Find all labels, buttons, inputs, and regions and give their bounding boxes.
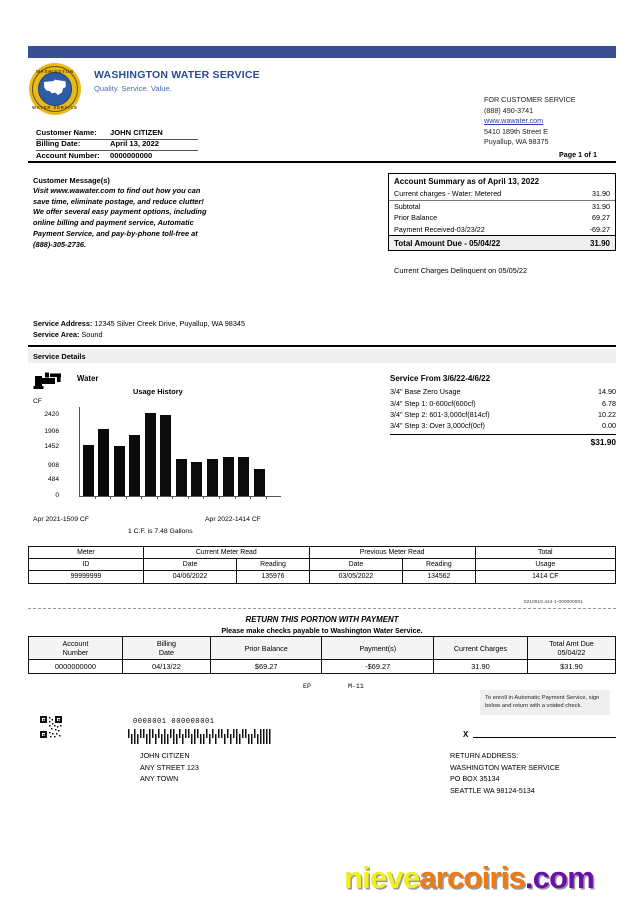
signature-x-mark: X: [463, 730, 469, 739]
chart-x-tick: [266, 497, 267, 500]
chart-y-tick-label: 908: [47, 461, 59, 469]
charge-line: [390, 397, 616, 408]
chart-y-tick-label: 1452: [44, 443, 59, 451]
account-summary-row: [389, 200, 615, 213]
chart-y-axis-label: CF: [33, 398, 42, 405]
service-period-title: Service From 3/6/22-4/6/22: [390, 374, 491, 383]
charges-total: $31.90: [390, 434, 616, 448]
return-address-city: SEATTLE WA 98124-5134: [450, 785, 535, 795]
row-amount: 31.90: [592, 189, 610, 199]
service-address-block: [33, 319, 245, 340]
sub-header-current-date: Date: [143, 559, 236, 571]
chart-bar: [207, 459, 218, 496]
total-label: Total Amount Due - 05/04/22: [394, 238, 501, 248]
group-header-meter: Meter: [29, 547, 144, 559]
account-number-value: 0000000000: [110, 150, 153, 160]
stub-header-row: [29, 637, 616, 660]
row-label: Current charges - Water: Metered: [394, 189, 502, 199]
auto-pay-enroll-note: To enroll in Automatic Payment Service, sign below and return with a voided check.: [480, 690, 610, 715]
return-address-block: [450, 750, 560, 796]
chart-x-tick: [219, 497, 220, 500]
table-group-header-row: [29, 547, 616, 559]
sub-header-id: ID: [29, 559, 144, 571]
chart-bar: [160, 415, 171, 496]
account-number-label: Account Number:: [36, 150, 100, 160]
stub-cell-prior-balance: $69.27: [210, 660, 322, 674]
chart-annotation-left: Apr 2021-1509 CF: [33, 516, 89, 523]
usage-history-chart: [33, 398, 283, 503]
charge-label: 3/4" Step 1: 0-600cf(600cf): [390, 398, 476, 408]
water-service-label: Water: [77, 374, 99, 383]
watermark-part-1: nieve: [344, 860, 420, 895]
service-area-row: [33, 330, 245, 341]
chart-x-tick: [188, 497, 189, 500]
group-header-current: Current Meter Read: [143, 547, 309, 559]
stub-header-billing-line2: Date: [158, 648, 175, 658]
chart-x-tick: [235, 497, 236, 500]
mail-name: JOHN CITIZEN: [140, 751, 190, 760]
brand-name: WASHINGTON WATER SERVICE: [94, 69, 260, 81]
stub-header-billing-line1: Billing: [156, 639, 177, 649]
customer-row-divider-1: [36, 139, 198, 140]
service-address-label: Service Address:: [33, 319, 93, 328]
customer-message-body: Visit www.wawater.com to find out how you can save time, eliminate postage, and reduce clutter! We offer several easy payment options, including online billing and payment service, Automatic Payment Service, and pay-by-phone toll-free at (888)-305-2736.: [33, 186, 207, 249]
watermark-part-2: arcoiris: [419, 860, 525, 895]
chart-bar: [98, 429, 109, 497]
stub-header-current-charges: Current Charges: [433, 637, 527, 660]
chart-bar: [83, 445, 94, 496]
return-address-po: PO BOX 35134: [450, 774, 500, 783]
charge-amount: 0.00: [602, 421, 616, 431]
chart-title: Usage History: [133, 387, 183, 396]
customer-service-address-1: 5410 189th Street E: [484, 126, 548, 136]
group-header-total: Total: [475, 547, 615, 559]
billing-date-label: Billing Date:: [36, 139, 81, 149]
service-section-divider: [28, 345, 616, 347]
total-amount-due-row: [389, 235, 615, 250]
row-amount: 69.27: [592, 213, 610, 223]
return-portion-title: RETURN THIS PORTION WITH PAYMENT: [245, 615, 399, 624]
charge-amount: 6.78: [602, 398, 616, 408]
chart-y-tick-label: 0: [55, 492, 59, 499]
service-address-value: 12345 Silver Creek Drive, Puyallup, WA 98345: [94, 319, 245, 328]
row-amount: -69.27: [589, 225, 610, 235]
account-summary-row: [389, 188, 615, 200]
group-header-previous: Previous Meter Read: [309, 547, 475, 559]
chart-footnote: 1 C.F. is 7.48 Gallons: [128, 528, 193, 535]
stub-header-total-line2: 05/04/22: [557, 648, 586, 658]
customer-name-label: Customer Name:: [36, 128, 97, 137]
chart-annotation-right: Apr 2022-1414 CF: [205, 516, 261, 523]
m11-mark: M-11: [348, 683, 364, 690]
cell-current-date: 04/06/2022: [143, 571, 236, 583]
chart-bar: [176, 459, 187, 496]
mail-city: ANY TOWN: [140, 774, 179, 783]
stub-header-prior-balance: Prior Balance: [210, 637, 322, 660]
account-number-row: [36, 150, 163, 161]
charge-line: [390, 420, 616, 431]
charge-line: [390, 386, 616, 397]
service-charges-block: [390, 374, 616, 447]
seal-text-bottom: WATER SERVICE: [32, 105, 78, 110]
account-summary-row: [389, 212, 615, 224]
customer-message-title: Customer Message(s): [33, 176, 110, 185]
service-area-label: Service Area:: [33, 329, 80, 339]
chart-y-axis: [79, 407, 80, 496]
account-summary-box: [388, 173, 616, 251]
stub-cell-billing-date: 04/13/22: [122, 660, 210, 674]
charge-label: 3/4" Step 2: 601-3,000cf(814cf): [390, 409, 490, 419]
watermark-part-3: .com: [524, 860, 595, 895]
faucet-icon: [33, 371, 71, 393]
chart-x-tick: [157, 497, 158, 500]
chart-bar: [129, 435, 140, 496]
stub-value-row: [29, 660, 616, 674]
payment-stub-table: [28, 636, 616, 674]
return-address-label: RETURN ADDRESS:: [450, 751, 519, 760]
stub-reference-number: 0210610.444-1-000000001: [524, 599, 583, 604]
stub-cell-payments: -$69.27: [322, 660, 434, 674]
row-amount: 31.90: [592, 201, 610, 211]
service-address-row: [33, 319, 245, 330]
postal-barcode-icon: [128, 729, 273, 744]
chart-bar: [223, 457, 234, 496]
chart-x-tick: [95, 497, 96, 500]
chart-y-tick-label: 1906: [44, 427, 59, 435]
billing-date-row: [36, 138, 163, 149]
customer-name-value: JOHN CITIZEN: [110, 128, 163, 137]
chart-y-tick-label: 2420: [44, 410, 59, 418]
stub-cell-account: 0000000000: [29, 660, 123, 674]
chart-bar: [145, 413, 156, 496]
chart-bar: [191, 462, 202, 496]
account-summary-row: [389, 224, 615, 236]
cell-meter-id: 99999999: [29, 571, 144, 583]
service-area-value: Sound: [81, 329, 103, 339]
chart-bars: [81, 407, 277, 496]
customer-identity-block: [36, 127, 163, 161]
return-address-company: WASHINGTON WATER SERVICE: [450, 762, 560, 772]
return-portion-subtitle: Please make checks payable to Washington Water Service.: [221, 626, 423, 635]
customer-service-title: FOR CUSTOMER SERVICE: [484, 95, 576, 104]
chart-x-tick: [250, 497, 251, 500]
seal-text-top: WASHINGTON: [36, 68, 74, 74]
charge-label: 3/4" Base Zero Usage: [390, 387, 461, 397]
mailing-address-block: [140, 750, 199, 785]
chart-x-tick: [126, 497, 127, 500]
stub-header-account-line2: Number: [62, 648, 89, 658]
account-summary-title: Account Summary as of April 13, 2022: [394, 177, 540, 186]
charge-line: [390, 409, 616, 420]
customer-service-website-link[interactable]: www.wawater.com: [484, 116, 544, 126]
washington-state-icon: [43, 79, 67, 96]
chart-x-tick: [141, 497, 142, 500]
table-row: [29, 571, 616, 583]
stub-header-total-due: [527, 637, 615, 660]
stub-cell-total-due: $31.90: [527, 660, 615, 674]
billing-date-value: April 13, 2022: [110, 139, 159, 149]
customer-name-row: [36, 127, 163, 138]
row-label: Payment Received-03/23/22: [394, 225, 485, 235]
table-sub-header-row: [29, 559, 616, 571]
tear-off-divider: [28, 608, 616, 609]
meter-read-table: [28, 546, 616, 584]
service-details-header: [28, 349, 616, 363]
chart-bar: [254, 469, 265, 496]
cell-total-usage: 1414 CF: [475, 571, 615, 583]
charge-label: 3/4" Step 3: Over 3,000cf(0cf): [390, 421, 485, 431]
cell-previous-date: 03/05/2022: [309, 571, 402, 583]
header-accent-bar: [28, 46, 616, 58]
customer-row-divider-2: [36, 150, 198, 151]
service-details-title: Service Details: [33, 352, 86, 362]
qr-code-icon: [40, 716, 62, 738]
cell-previous-reading: 134562: [403, 571, 476, 583]
customer-service-address-2: Puyallup, WA 98375: [484, 137, 549, 147]
delinquent-notice: Current Charges Delinquent on 05/05/22: [394, 266, 528, 275]
row-label: Subtotal: [394, 201, 421, 211]
ep-mark: EP: [303, 683, 311, 690]
charge-amount: 14.90: [598, 387, 616, 397]
customer-service-block: [484, 95, 576, 148]
sub-header-previous-date: Date: [309, 559, 402, 571]
chart-x-tick: [172, 497, 173, 500]
stub-cell-current-charges: 31.90: [433, 660, 527, 674]
header-divider: [28, 161, 616, 163]
stub-header-account-line1: Account: [62, 639, 89, 649]
sub-header-current-reading: Reading: [237, 559, 310, 571]
chart-y-tick-label: 484: [47, 475, 59, 483]
page-indicator: Page 1 of 1: [559, 150, 597, 159]
signature-line[interactable]: [473, 737, 616, 738]
brand-tagline: Quality. Service. Value.: [94, 84, 172, 93]
stub-header-payments: Payment(s): [322, 637, 434, 660]
cell-current-reading: 135976: [237, 571, 310, 583]
stub-header-billing: [122, 637, 210, 660]
charge-amount: 10.22: [598, 409, 616, 419]
mail-street: ANY STREET 123: [140, 762, 199, 772]
company-logo: [29, 63, 81, 115]
sub-header-previous-reading: Reading: [403, 559, 476, 571]
stub-header-total-line1: Total Amt Due: [549, 639, 594, 649]
stub-header-account: [29, 637, 123, 660]
sub-header-usage: Usage: [475, 559, 615, 571]
chart-x-tick: [203, 497, 204, 500]
chart-x-tick: [110, 497, 111, 500]
chart-bar: [114, 446, 125, 496]
row-label: Prior Balance: [394, 213, 438, 223]
total-amount: 31.90: [589, 238, 610, 248]
customer-service-phone: (888) 490-3741: [484, 105, 534, 115]
chart-bar: [238, 457, 249, 496]
site-watermark: [344, 860, 594, 896]
remittance-account-codes: 0000001 000000001: [133, 718, 215, 726]
